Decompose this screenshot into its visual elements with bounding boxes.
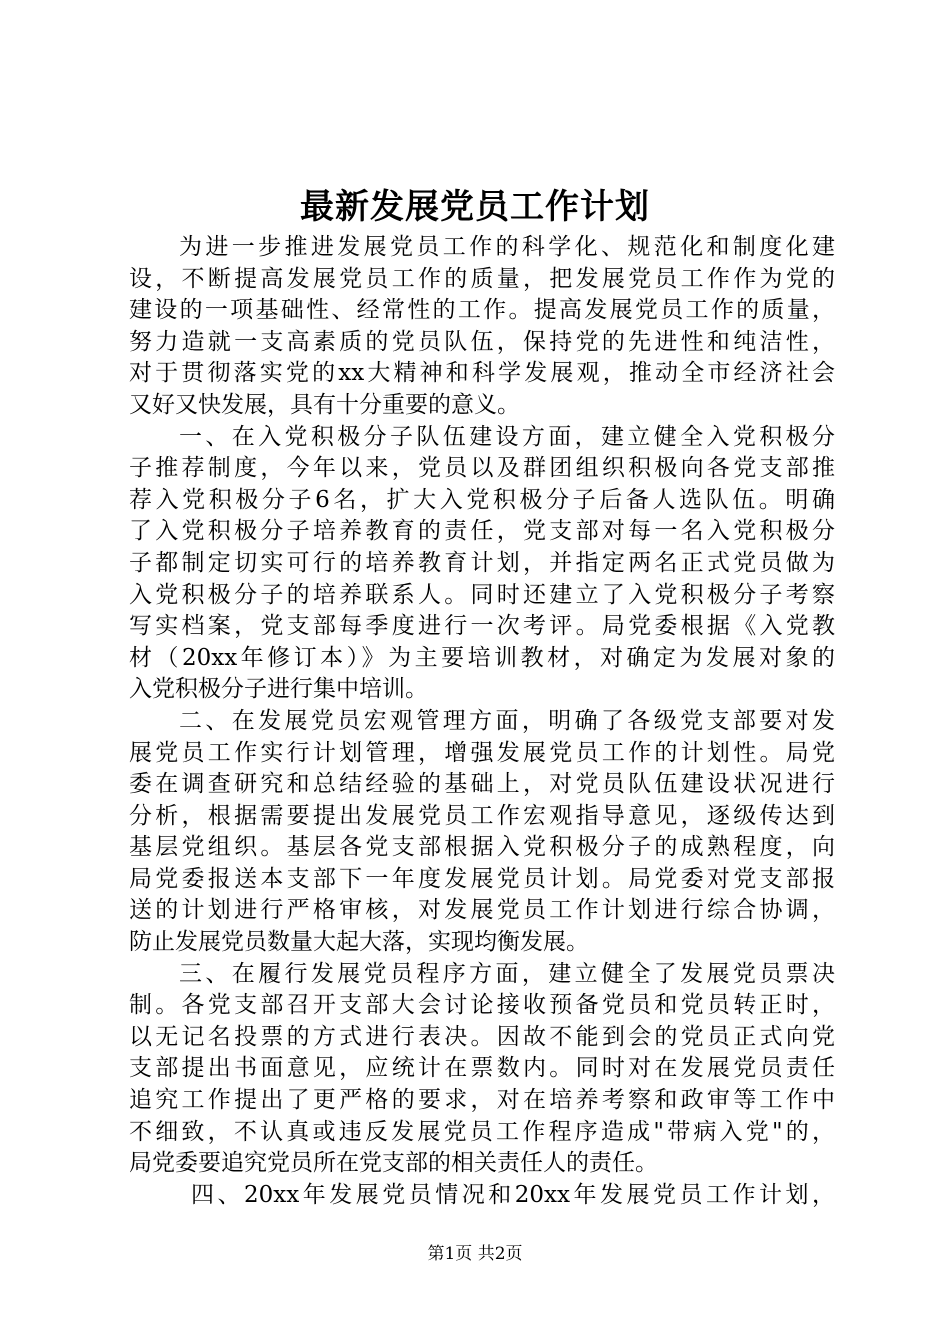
text-line: 不细致，不认真或违反发展党员工作程序造成"带病入党"的，	[129, 1118, 835, 1145]
text-line: 写实档案，党支部每季度进行一次考评。局党委根据《入党教	[129, 613, 835, 640]
document-body	[129, 232, 835, 1211]
text-line: 材（20xx年修订本）》为主要培训教材，对确定为发展对象的	[129, 644, 835, 671]
text-line: 子都制定切实可行的培养教育计划，并指定两名正式党员做为	[129, 549, 835, 576]
text-line: 局党委要追究党员所在党支部的相关责任人的责任。	[129, 1150, 658, 1177]
text-line: 二、在发展党员宏观管理方面，明确了各级党支部要对发	[179, 707, 835, 734]
text-line: 制。各党支部召开支部大会讨论接收预备党员和党员转正时，	[129, 992, 835, 1019]
text-line: 以无记名投票的方式进行表决。因故不能到会的党员正式向党	[129, 1023, 835, 1050]
text-line: 一、在入党积极分子队伍建设方面，建立健全入党积极分	[179, 423, 835, 450]
page-title: 最新发展党员工作计划	[300, 187, 650, 227]
text-line: 局党委报送本支部下一年度发展党员计划。局党委对党支部报	[129, 865, 835, 892]
text-line: 设，不断提高发展党员工作的质量，把发展党员工作作为党的	[129, 265, 835, 292]
text-line: 又好又快发展，具有十分重要的意义。	[129, 391, 520, 418]
page-number: 第1页 共2页	[427, 1244, 523, 1264]
text-line: 基层党组织。基层各党支部根据入党积极分子的成熟程度，向	[129, 834, 835, 861]
text-line: 分析，根据需要提出发展党员工作宏观指导意见，逐级传达到	[129, 802, 835, 829]
text-line: 子推荐制度，今年以来，党员以及群团组织积极向各党支部推	[129, 455, 835, 482]
text-line: 对于贯彻落实党的xx大精神和科学发展观，推动全市经济社会	[129, 360, 835, 387]
text-line: 支部提出书面意见，应统计在票数内。同时对在发展党员责任	[129, 1055, 835, 1082]
text-line: 入党积极分子进行集中培训。	[129, 676, 428, 703]
text-line: 为进一步推进发展党员工作的科学化、规范化和制度化建	[179, 234, 835, 260]
text-line: 展党员工作实行计划管理，增强发展党员工作的计划性。局党	[129, 739, 835, 766]
text-line: 建设的一项基础性、经常性的工作。提高发展党员工作的质量，	[129, 297, 835, 324]
text-line: 委在调查研究和总结经验的基础上，对党员队伍建设状况进行	[129, 771, 835, 798]
text-line: 防止发展党员数量大起大落，实现均衡发展。	[129, 929, 589, 956]
text-line: 荐入党积极分子6名，扩大入党积极分子后备人选队伍。明确	[129, 486, 835, 513]
text-line: 追究工作提出了更严格的要求，对在培养考察和政审等工作中	[129, 1087, 835, 1114]
text-line: 四、20xx年发展党员情况和20xx年发展党员工作计划，	[191, 1181, 835, 1208]
text-line: 三、在履行发展党员程序方面，建立健全了发展党员票决	[179, 960, 835, 987]
text-line: 努力造就一支高素质的党员队伍，保持党的先进性和纯洁性，	[129, 328, 835, 355]
text-line: 了入党积极分子培养教育的责任，党支部对每一名入党积极分	[129, 518, 835, 545]
text-line: 入党积极分子的培养联系人。同时还建立了入党积极分子考察	[129, 581, 835, 608]
text-line: 送的计划进行严格审核，对发展党员工作计划进行综合协调，	[129, 897, 835, 924]
